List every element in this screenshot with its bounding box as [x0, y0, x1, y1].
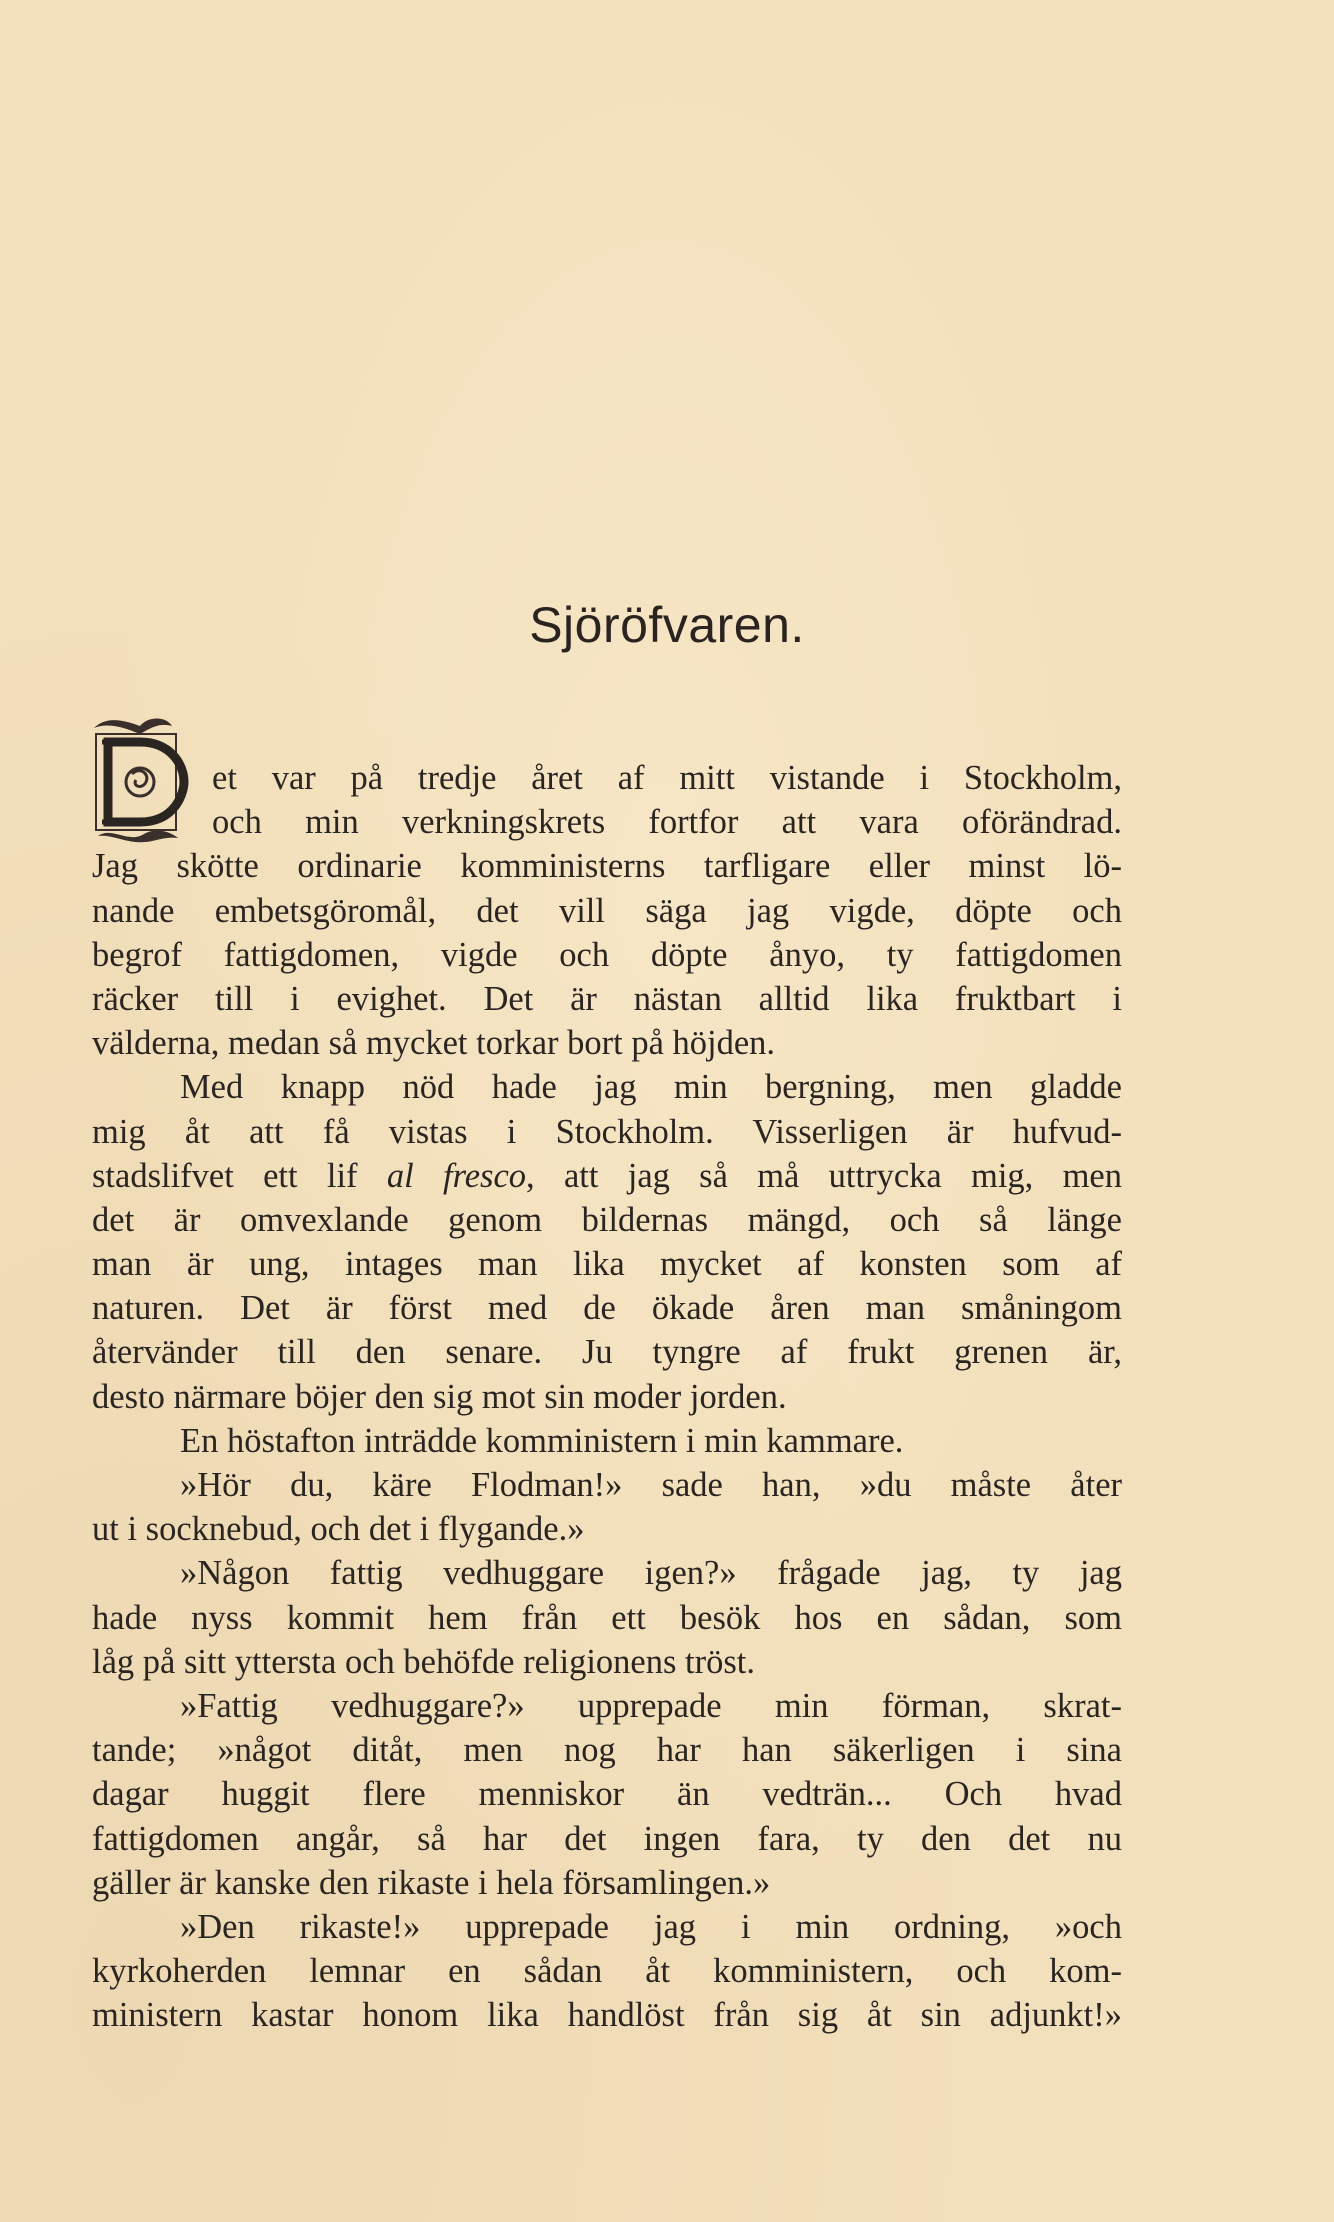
text-line: desto närmare böjer den sig mot sin moder jorden.	[92, 1377, 787, 1416]
text-line: man är ung, intages man lika mycket af konsten som af	[92, 1245, 1122, 1284]
text-line: Jag skötte ordinarie komministerns tarfligare eller minst lö-	[92, 847, 1122, 886]
text-line: låg på sitt yttersta och behöfde religionens tröst.	[92, 1642, 755, 1681]
text-line: stadslifvet ett lif al fresco, att jag så må uttrycka mig, men	[92, 1156, 1123, 1195]
text-line: kyrkoherden lemnar en sådan åt komministern, och kom-	[92, 1952, 1122, 1991]
text-line: mig åt att få vistas i Stockholm. Visserligen är hufvud-	[92, 1112, 1122, 1151]
text-line: En höstafton inträdde komministern i min kammare.	[180, 1421, 904, 1460]
text-line: nande embetsgöromål, det vill säga jag vigde, döpte och	[92, 891, 1122, 930]
text-line: »Någon fattig vedhuggare igen?» frågade jag, ty jag	[180, 1554, 1122, 1593]
text-line: begrof fattigdomen, vigde och döpte ånyo, ty fattigdomen	[92, 935, 1122, 974]
text-line: hade nyss kommit hem från ett besök hos en sådan, som	[92, 1598, 1122, 1637]
text-line: naturen. Det är först med de ökade åren man småningom	[92, 1289, 1122, 1328]
text-line: »Fattig vedhuggare?» upprepade min förman, skrat-	[180, 1686, 1122, 1725]
chapter-title: Sjöröfvaren.	[529, 597, 805, 653]
text-line: »Hör du, käre Flodman!» sade han, »du måste åter	[180, 1466, 1122, 1504]
text-line: det är omvexlande genom bildernas mängd, och så länge	[92, 1200, 1122, 1239]
text-line: fattigdomen angår, så har det ingen fara, ty den det nu	[92, 1819, 1122, 1858]
text-line: »Den rikaste!» upprepade jag i min ordning, »och	[180, 1907, 1122, 1946]
text-line: räcker till i evighet. Det är nästan alltid lika fruktbart i	[92, 979, 1122, 1018]
text-line: gäller är kanske den rikaste i hela församlingen.»	[92, 1863, 771, 1902]
text-line: återvänder till den senare. Ju tyngre af frukt grenen är,	[92, 1333, 1122, 1372]
body-text	[92, 756, 1122, 2037]
text-line: tande; »något ditåt, men nog har han säkerligen i sina	[92, 1731, 1122, 1770]
text-line: et var på tredje året af mitt vistande i Stockholm,	[212, 759, 1122, 797]
text-line: välderna, medan så mycket torkar bort på höjden.	[92, 1024, 776, 1063]
text-line: ut i socknebud, och det i flygande.»	[92, 1510, 585, 1549]
text-line: och min verkningskrets fortfor att vara oförändrad.	[212, 803, 1122, 842]
text-line: ministern kastar honom lika handlöst från sig åt sin adjunkt!»	[92, 1996, 1122, 2035]
text-line: dagar huggit flere menniskor än vedträn... Och hvad	[92, 1775, 1122, 1814]
text-line: Med knapp nöd hade jag min bergning, men gladde	[180, 1068, 1122, 1107]
